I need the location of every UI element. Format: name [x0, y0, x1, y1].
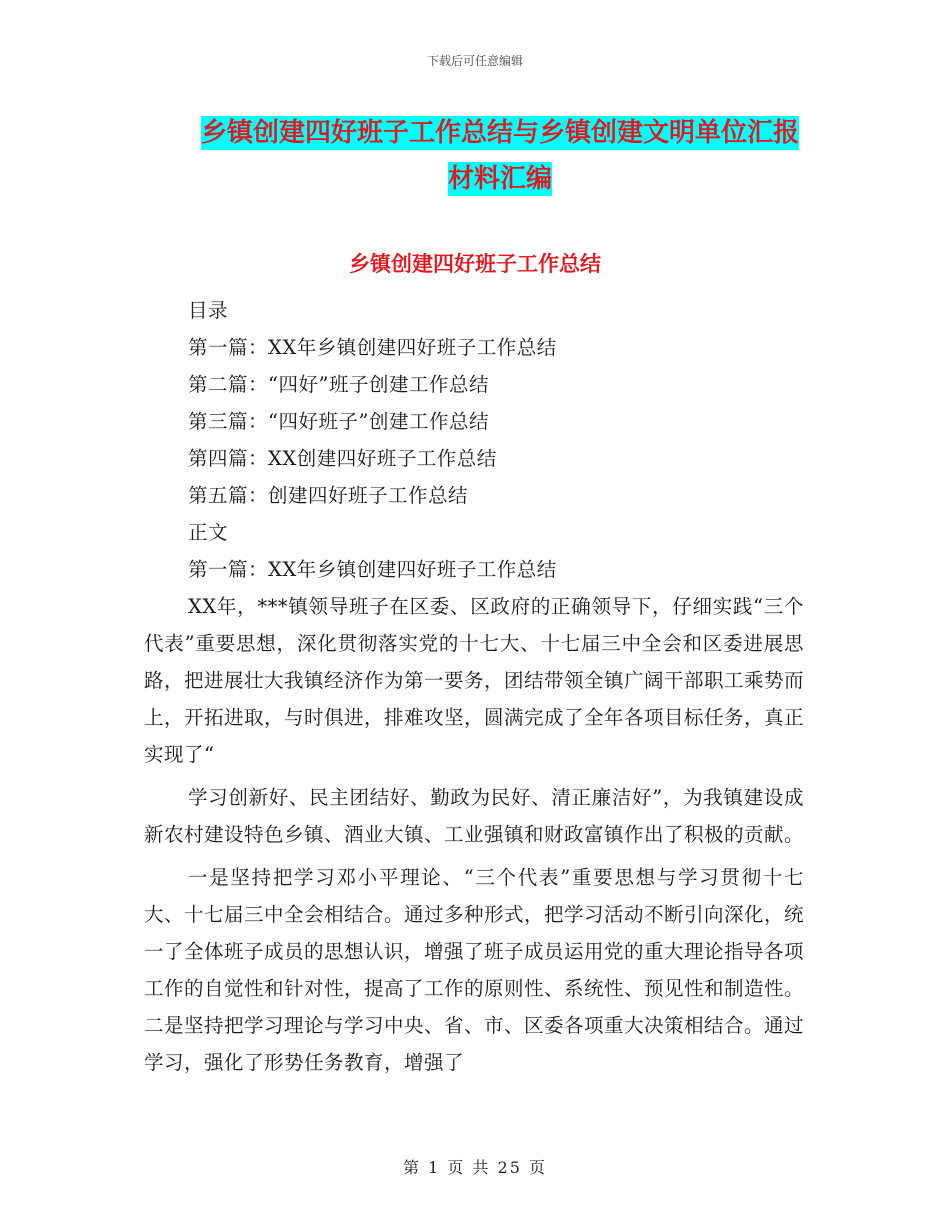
header-note: 下载后可任意编辑 [426, 54, 523, 68]
toc-item: 第三篇：“四好班子”创建工作总结 [188, 410, 489, 433]
toc-item: 第五篇：创建四好班子工作总结 [188, 484, 469, 507]
toc-item: 第一篇：XX年乡镇创建四好班子工作总结 [188, 336, 557, 359]
paragraph: 一是坚持把学习邓小平理论、“三个代表”重要思想与学习贯彻十七大、十七届三中全会相结合。通过多种形式，把学习活动不断引向深化，统一了全体班子成员的思想认识，增强了班子成员运用党的重大理论指导各项工作的自觉性和针对性，提高了工作的原则性、系统性、预见性和制造性。二是坚持把学习理论与学习中央、省、市、区委各项重大决策相结合。通过学习，强化了形势任务教育，增强了 [144, 866, 805, 1074]
document-body [144, 292, 804, 1081]
body-heading: 正文 [188, 521, 229, 544]
toc-item: 第四篇：XX创建四好班子工作总结 [188, 447, 497, 470]
page-footer: 第 1 页 共 25 页 [403, 1158, 547, 1177]
section-subtitle: 乡镇创建四好班子工作总结 [349, 252, 601, 276]
paragraph: XX年，***镇领导班子在区委、区政府的正确领导下，仔细实践“三个代表”重要思想，深化贯彻落实党的十七大、十七届三中全会和区委进展思路，把进展壮大我镇经济作为第一要务，团结带领全镇广阔干部职工乘势而上，开拓进取，与时俱进，排难攻坚，圆满完成了全年各项目标任务，真正实现了“ [144, 595, 805, 766]
toc-item: 第二篇：“四好”班子创建工作总结 [188, 373, 489, 396]
paragraph: 学习创新好、民主团结好、勤政为民好、清正廉洁好”，为我镇建设成新农村建设特色乡镇、酒业大镇、工业强镇和财政富镇作出了积极的贡献。 [144, 786, 805, 846]
title-line-1: 乡镇创建四好班子工作总结与乡镇创建文明单位汇报 [200, 118, 799, 148]
chapter-heading: 第一篇：XX年乡镇创建四好班子工作总结 [188, 558, 557, 581]
title-line-2: 材料汇编 [447, 164, 552, 194]
document-title [140, 110, 860, 202]
toc-heading: 目录 [188, 299, 229, 322]
